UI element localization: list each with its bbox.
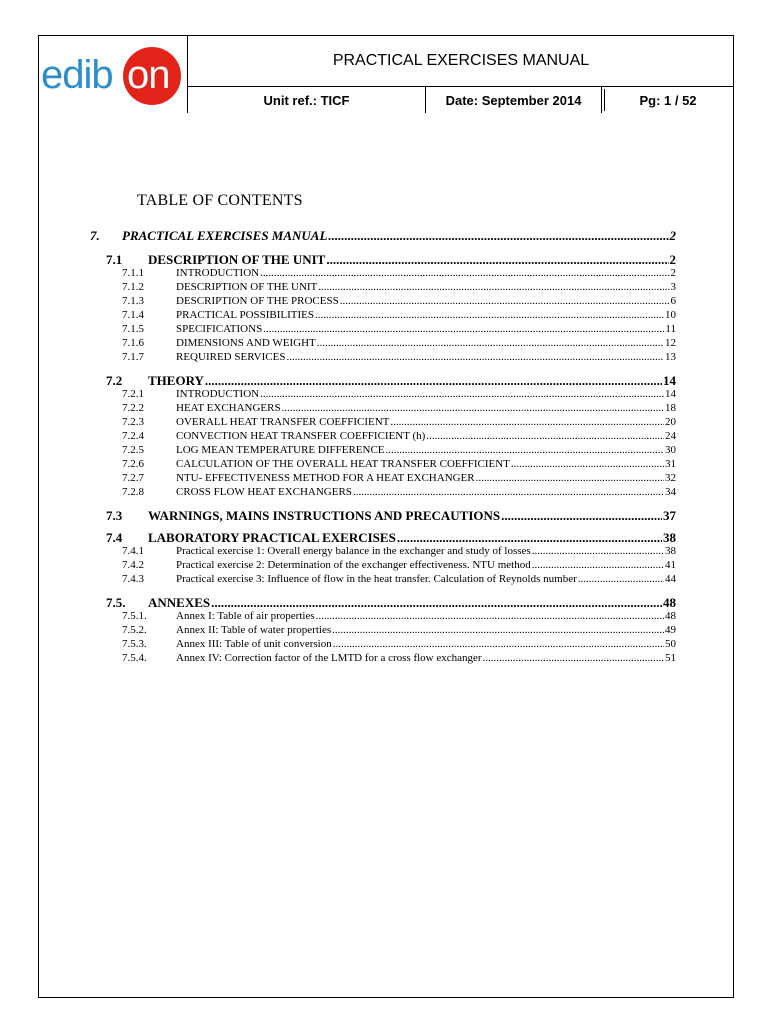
toc-entry-number: 7.5.2. bbox=[122, 624, 147, 636]
toc-entry-number: 7.3 bbox=[106, 508, 123, 523]
toc-entry[interactable] bbox=[90, 388, 676, 400]
toc-entry-title: INTRODUCTION bbox=[176, 388, 260, 400]
toc-entry-number: 7.5.3. bbox=[122, 638, 147, 650]
toc-entry[interactable] bbox=[90, 530, 676, 546]
toc-leader-dots bbox=[260, 388, 664, 400]
toc-entry[interactable] bbox=[90, 652, 676, 664]
svg-text:edib: edib bbox=[41, 53, 113, 97]
toc-entry-title: DIMENSIONS AND WEIGHT bbox=[176, 337, 316, 349]
toc-leader-dots bbox=[501, 508, 662, 524]
toc-entry[interactable] bbox=[90, 323, 676, 335]
toc-entry-title: Practical exercise 1: Overall energy balance in the exchanger and study of losses bbox=[176, 545, 531, 557]
toc-entry[interactable] bbox=[90, 486, 676, 498]
toc-leader-dots bbox=[532, 545, 664, 557]
toc-entry-number: 7.2.8 bbox=[122, 486, 144, 498]
toc-entry-number: 7.5.1. bbox=[122, 610, 147, 622]
toc-leader-dots bbox=[386, 444, 664, 456]
toc-entry-number: 7.2.7 bbox=[122, 472, 144, 484]
toc-leader-dots bbox=[511, 458, 664, 470]
logo-cell bbox=[38, 35, 188, 113]
toc-entry-page: 14 bbox=[665, 388, 676, 400]
unit-reference: Unit ref.: TICF bbox=[188, 87, 426, 113]
toc-entry-number: 7.4.2 bbox=[122, 559, 144, 571]
toc-entry-page: 24 bbox=[665, 430, 676, 442]
toc-heading: TABLE OF CONTENTS bbox=[137, 192, 303, 209]
toc-entry[interactable] bbox=[90, 416, 676, 428]
toc-leader-dots bbox=[532, 559, 664, 571]
toc-entry[interactable] bbox=[90, 595, 676, 611]
toc-entry-page: 20 bbox=[665, 416, 676, 428]
toc-entry-title: PRACTICAL POSSIBILITIES bbox=[176, 309, 315, 321]
toc-leader-dots bbox=[286, 351, 664, 363]
toc-entry-page: 31 bbox=[665, 458, 676, 470]
toc-entry-number: 7.2 bbox=[106, 373, 123, 388]
toc-entry[interactable] bbox=[90, 444, 676, 456]
toc-entry-number: 7.2.3 bbox=[122, 416, 144, 428]
toc-entry-page: 14 bbox=[663, 373, 676, 388]
toc-entry-page: 32 bbox=[665, 472, 676, 484]
toc-entry[interactable] bbox=[90, 295, 676, 307]
toc-leader-dots bbox=[332, 624, 664, 636]
toc-entry-number: 7. bbox=[90, 228, 100, 243]
toc-entry-number: 7.2.4 bbox=[122, 430, 144, 442]
toc-entry-page: 18 bbox=[665, 402, 676, 414]
toc-leader-dots bbox=[578, 573, 664, 585]
toc-entry[interactable] bbox=[90, 638, 676, 650]
toc-leader-dots bbox=[211, 595, 662, 611]
toc-leader-dots bbox=[483, 652, 664, 664]
toc-entry[interactable] bbox=[90, 337, 676, 349]
toc-entry-title: LABORATORY PRACTICAL EXERCISES bbox=[148, 530, 396, 545]
toc-entry[interactable] bbox=[90, 545, 676, 557]
toc-entry[interactable] bbox=[90, 402, 676, 414]
toc-entry[interactable] bbox=[90, 624, 676, 636]
toc-entry-title: LOG MEAN TEMPERATURE DIFFERENCE bbox=[176, 444, 385, 456]
toc-entry-number: 7.4.1 bbox=[122, 545, 144, 557]
toc-entry-title: SPECIFICATIONS bbox=[176, 323, 263, 335]
toc-entry-number: 7.1.5 bbox=[122, 323, 144, 335]
toc-entry-page: 12 bbox=[665, 337, 676, 349]
toc-leader-dots bbox=[318, 281, 669, 293]
toc-entry-page: 38 bbox=[665, 545, 676, 557]
toc-entry[interactable] bbox=[90, 559, 676, 571]
toc-entry[interactable] bbox=[90, 228, 676, 244]
toc-entry-title: THEORY bbox=[148, 373, 204, 388]
edibon-logo-mark bbox=[40, 42, 186, 106]
toc-entry[interactable] bbox=[90, 267, 676, 279]
toc-entry-number: 7.2.2 bbox=[122, 402, 144, 414]
toc-leader-dots bbox=[390, 416, 664, 428]
document-header bbox=[38, 35, 734, 113]
toc-entry-number: 7.5.4. bbox=[122, 652, 147, 664]
toc-entry-title: OVERALL HEAT TRANSFER COEFFICIENT bbox=[176, 416, 390, 428]
toc-leader-dots bbox=[315, 309, 664, 321]
toc-entry-title: HEAT EXCHANGERS bbox=[176, 402, 281, 414]
toc-entry-number: 7.1.7 bbox=[122, 351, 144, 363]
toc-leader-dots bbox=[426, 430, 664, 442]
toc-leader-dots bbox=[397, 530, 662, 546]
toc-entry-page: 50 bbox=[665, 638, 676, 650]
toc-leader-dots bbox=[205, 373, 662, 389]
toc-entry-page: 6 bbox=[670, 295, 676, 307]
toc-leader-dots bbox=[328, 228, 668, 244]
toc-entry-page: 2 bbox=[669, 228, 676, 243]
toc-entry[interactable] bbox=[90, 472, 676, 484]
toc-entry-page: 37 bbox=[663, 508, 676, 523]
toc-entry-page: 38 bbox=[663, 530, 676, 545]
toc-leader-dots bbox=[282, 402, 664, 414]
toc-entry[interactable] bbox=[90, 573, 676, 585]
toc-entry-page: 13 bbox=[665, 351, 676, 363]
toc-entry-page: 2 bbox=[670, 267, 676, 279]
toc-entry-title: Annex IV: Correction factor of the LMTD for a cross flow exchanger bbox=[176, 652, 482, 664]
toc-entry-number: 7.1.6 bbox=[122, 337, 144, 349]
toc-entry-number: 7.2.5 bbox=[122, 444, 144, 456]
toc-entry-number: 7.4 bbox=[106, 530, 123, 545]
toc-entry-page: 3 bbox=[670, 281, 676, 293]
toc-entry[interactable] bbox=[90, 610, 676, 622]
toc-leader-dots bbox=[326, 252, 668, 268]
toc-entry[interactable] bbox=[90, 309, 676, 321]
toc-entry-page: 11 bbox=[665, 323, 676, 335]
toc-entry-page: 49 bbox=[665, 624, 676, 636]
header-info-row bbox=[188, 87, 734, 113]
toc-entry-number: 7.1.2 bbox=[122, 281, 144, 293]
toc-leader-dots bbox=[260, 267, 669, 279]
toc-entry-number: 7.4.3 bbox=[122, 573, 144, 585]
toc-entry-title: DESCRIPTION OF THE UNIT bbox=[176, 281, 318, 293]
toc-entry-page: 44 bbox=[665, 573, 676, 585]
toc-entry-title: CONVECTION HEAT TRANSFER COEFFICIENT (h) bbox=[176, 430, 426, 442]
toc-entry-number: 7.5. bbox=[106, 595, 126, 610]
toc-entry-title: PRACTICAL EXERCISES MANUAL bbox=[122, 228, 328, 243]
toc-leader-dots bbox=[316, 610, 664, 622]
document-date: Date: September 2014 bbox=[426, 87, 602, 113]
toc-entry-number: 7.2.1 bbox=[122, 388, 144, 400]
toc-entry-number: 7.1.1 bbox=[122, 267, 144, 279]
toc-entry-title: CALCULATION OF THE OVERALL HEAT TRANSFER COEFFICIENT bbox=[176, 458, 510, 470]
toc-entry[interactable] bbox=[90, 430, 676, 442]
toc-entry-number: 7.1.3 bbox=[122, 295, 144, 307]
edibon-logo bbox=[40, 42, 186, 111]
toc-entry-title: NTU- EFFECTIVENESS METHOD FOR A HEAT EXCHANGER bbox=[176, 472, 475, 484]
toc-entry-page: 51 bbox=[665, 652, 676, 664]
page-number: Pg: 1 / 52 bbox=[639, 92, 697, 108]
toc-entry[interactable] bbox=[90, 458, 676, 470]
toc-leader-dots bbox=[263, 323, 664, 335]
toc-entry[interactable] bbox=[90, 508, 676, 524]
toc-entry-title: DESCRIPTION OF THE UNIT bbox=[148, 252, 326, 267]
toc-entry-page: 2 bbox=[669, 252, 676, 267]
toc-entry-title: Practical exercise 3: Influence of flow in the heat transfer. Calculation of Reynolds number bbox=[176, 573, 577, 585]
toc-entry-page: 30 bbox=[665, 444, 676, 456]
toc-entry-page: 41 bbox=[665, 559, 676, 571]
toc-entry-title: Annex III: Table of unit conversion bbox=[176, 638, 332, 650]
toc-leader-dots bbox=[476, 472, 664, 484]
toc-entry-title: Practical exercise 2: Determination of the exchanger effectiveness. NTU method bbox=[176, 559, 531, 571]
toc-entry-title: Annex I: Table of air properties bbox=[176, 610, 315, 622]
toc-entry-title: INTRODUCTION bbox=[176, 267, 260, 279]
toc-entry-number: 7.1 bbox=[106, 252, 123, 267]
toc-entry-page: 48 bbox=[665, 610, 676, 622]
toc-leader-dots bbox=[340, 295, 670, 307]
toc-entry-title: Annex II: Table of water properties bbox=[176, 624, 332, 636]
toc-entry-number: 7.1.4 bbox=[122, 309, 144, 321]
toc-leader-dots bbox=[333, 638, 664, 650]
toc-entry-title: WARNINGS, MAINS INSTRUCTIONS AND PRECAUTIONS bbox=[148, 508, 501, 523]
toc-entry-page: 34 bbox=[665, 486, 676, 498]
toc-entry-page: 48 bbox=[663, 595, 676, 610]
toc-leader-dots bbox=[353, 486, 664, 498]
toc-entry-title: DESCRIPTION OF THE PROCESS bbox=[176, 295, 339, 307]
toc-entry-title: ANNEXES bbox=[148, 595, 211, 610]
toc-entry-title: CROSS FLOW HEAT EXCHANGERS bbox=[176, 486, 352, 498]
toc-entry-title: REQUIRED SERVICES bbox=[176, 351, 286, 363]
toc-entry-number: 7.2.6 bbox=[122, 458, 144, 470]
toc-leader-dots bbox=[317, 337, 664, 349]
svg-text:on: on bbox=[127, 53, 170, 97]
toc-entry[interactable] bbox=[90, 373, 676, 389]
toc-entry[interactable] bbox=[90, 252, 676, 268]
toc-entry[interactable] bbox=[90, 281, 676, 293]
toc-entry-page: 10 bbox=[665, 309, 676, 321]
toc-entry[interactable] bbox=[90, 351, 676, 363]
manual-title: PRACTICAL EXERCISES MANUAL bbox=[188, 35, 734, 87]
